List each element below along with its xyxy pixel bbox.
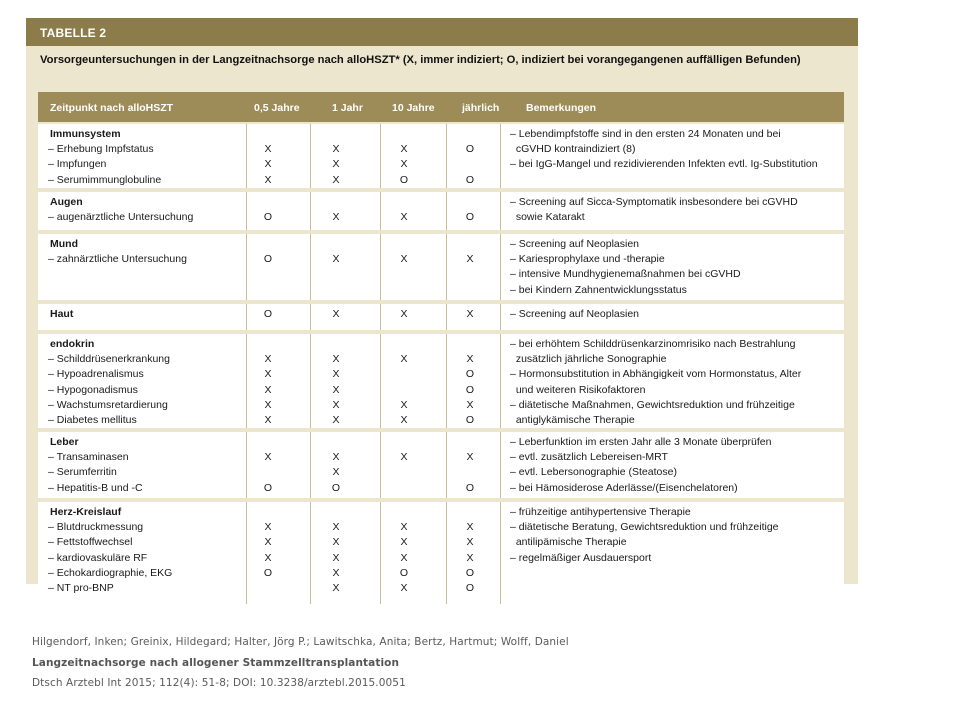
indication-mark: X (332, 536, 340, 549)
group-item-label: – Echokardiographie, EKG (48, 566, 173, 579)
indication-mark: X (332, 582, 340, 594)
indication-mark: X (264, 521, 272, 534)
indication-mark: X (264, 158, 272, 171)
group-item-label: – Impfungen (48, 158, 107, 171)
citation-title: Langzeitnachsorge nach allogener Stammzelltransplantation (32, 657, 400, 669)
remark-line: – frühzeitige antihypertensive Therapie (510, 506, 691, 518)
group-item-label: – Diabetes mellitus (48, 414, 137, 426)
group-item-label: – Serumferritin (48, 466, 117, 479)
indication-mark: X (264, 551, 272, 564)
column-divider (380, 304, 381, 330)
table-group (38, 334, 844, 428)
remark-line: – Hormonsubstitution in Abhängigkeit vom Hormonstatus, Alter (510, 368, 802, 381)
citation-authors: Hilgendorf, Inken; Greinix, Hildegard; Halter, Jörg P.; Lawitschka, Anita; Bertz, Hartmut; Wolff, Daniel (32, 636, 569, 648)
group-item-label: – kardiovaskuläre RF (48, 551, 148, 564)
header-halbjahr: 0,5 Jahre (254, 102, 300, 114)
column-divider (246, 124, 247, 188)
column-divider (500, 432, 501, 498)
column-divider (246, 234, 247, 300)
indication-mark: X (466, 521, 474, 534)
header-zeitpunkt: Zeitpunkt nach alloHSZT (50, 102, 174, 114)
group-title: Mund (50, 238, 78, 250)
indication-mark: X (332, 253, 340, 266)
column-divider (310, 124, 311, 188)
remark-line: – bei Kindern Zahnentwicklungsstatus (510, 283, 687, 296)
indication-mark: O (465, 383, 475, 396)
group-item-label: – Wachstumsretardierung (48, 398, 168, 411)
table-group (38, 432, 844, 498)
indication-mark: X (466, 398, 474, 411)
indication-mark: O (263, 308, 273, 320)
indication-mark: X (400, 211, 408, 224)
indication-mark: X (400, 143, 408, 156)
column-divider (380, 234, 381, 300)
indication-mark: O (465, 582, 475, 594)
column-divider (246, 334, 247, 428)
remark-line: antilipämische Therapie (510, 536, 627, 549)
group-title: endokrin (50, 338, 95, 350)
indication-mark: X (332, 521, 340, 534)
indication-mark: X (332, 173, 340, 186)
group-item-label: – Schilddrüsenerkrankung (48, 353, 170, 366)
remark-line: – Screening auf Neoplasien (510, 308, 640, 320)
group-item-label: – Hypoadrenalismus (48, 368, 144, 381)
remark-line: – Screening auf Sicca-Symptomatik insbesondere bei cGVHD (510, 196, 798, 208)
indication-mark: X (400, 308, 408, 320)
indication-mark: X (332, 383, 340, 396)
indication-mark: X (400, 253, 408, 266)
indication-mark: X (264, 173, 272, 186)
indication-mark: X (264, 353, 272, 366)
indication-mark: X (466, 353, 474, 366)
indication-mark: O (465, 211, 475, 224)
indication-mark: X (332, 466, 340, 479)
remark-line: – regelmäßiger Ausdauersport (510, 551, 652, 564)
column-divider (380, 192, 381, 230)
group-title: Herz-Kreislauf (50, 506, 122, 518)
remark-line: – Screening auf Neoplasien (510, 238, 640, 250)
table-group (38, 192, 844, 230)
indication-mark: X (400, 398, 408, 411)
citation-reference: Dtsch Arztebl Int 2015; 112(4): 51-8; DOI: 10.3238/arztebl.2015.0051 (32, 677, 406, 689)
column-divider (500, 124, 501, 188)
indication-mark: X (466, 253, 474, 266)
group-title: Leber (50, 436, 79, 448)
group-title: Augen (50, 196, 83, 208)
column-divider (380, 502, 381, 604)
table-group (38, 502, 844, 604)
table-header (38, 92, 844, 122)
remark-line: – evtl. zusätzlich Lebereisen-MRT (510, 451, 668, 464)
column-divider (310, 502, 311, 604)
remark-line: und weiteren Risikofaktoren (510, 383, 646, 396)
indication-mark: O (465, 414, 475, 426)
column-divider (446, 502, 447, 604)
remark-line: – Leberfunktion im ersten Jahr alle 3 Monate überprüfen (510, 436, 772, 448)
table-group (38, 234, 844, 300)
column-divider (500, 234, 501, 300)
column-divider (500, 334, 501, 428)
group-item-label: – Erhebung Impfstatus (48, 143, 154, 156)
remark-line: – evtl. Lebersonographie (Steatose) (510, 466, 677, 479)
indication-mark: X (264, 143, 272, 156)
column-divider (380, 432, 381, 498)
remark-line: – bei erhöhtem Schilddrüsenkarzinomrisiko nach Bestrahlung (510, 338, 796, 350)
column-divider (446, 124, 447, 188)
indication-mark: X (332, 158, 340, 171)
indication-mark: X (400, 551, 408, 564)
column-divider (500, 304, 501, 330)
column-divider (380, 334, 381, 428)
indication-mark: X (332, 414, 340, 426)
indication-mark: X (332, 451, 340, 464)
indication-mark: X (400, 414, 408, 426)
group-item-label: – Hepatitis-B und -C (48, 481, 143, 494)
indication-mark: X (332, 398, 340, 411)
column-divider (446, 192, 447, 230)
group-item-label: – Hypogonadismus (48, 383, 138, 396)
group-title: Haut (50, 308, 74, 320)
indication-mark: X (466, 551, 474, 564)
remark-line: – Kariesprophylaxe und -therapie (510, 253, 665, 266)
column-divider (246, 432, 247, 498)
group-item-label: – Transaminasen (48, 451, 129, 464)
group-item-label: – Fettstoffwechsel (48, 536, 133, 549)
indication-mark: O (263, 211, 273, 224)
column-divider (446, 234, 447, 300)
column-divider (500, 502, 501, 604)
indication-mark: X (466, 308, 474, 320)
table-label: TABELLE 2 (26, 18, 858, 46)
indication-mark: X (466, 536, 474, 549)
indication-mark: O (263, 481, 273, 494)
indication-mark: X (332, 211, 340, 224)
column-divider (310, 432, 311, 498)
column-divider (310, 334, 311, 428)
group-item-label: – augenärztliche Untersuchung (48, 211, 194, 224)
column-divider (446, 432, 447, 498)
remark-line: cGVHD kontraindiziert (8) (510, 143, 636, 156)
indication-mark: X (400, 521, 408, 534)
indication-mark: X (264, 383, 272, 396)
remark-line: zusätzlich jährliche Sonographie (510, 353, 667, 366)
remark-line: – diätetische Maßnahmen, Gewichtsreduktion und frühzeitige (510, 398, 795, 411)
remark-line: – bei Hämosiderose Aderlässe/(Eisenchelatoren) (510, 481, 738, 494)
remark-line: sowie Katarakt (510, 211, 585, 224)
indication-mark: X (264, 536, 272, 549)
header-bemerkungen: Bemerkungen (526, 102, 597, 114)
indication-mark: O (465, 481, 475, 494)
remark-line: – bei IgG-Mangel und rezidivierenden Infekten evtl. Ig-Substitution (510, 158, 818, 171)
indication-mark: X (400, 353, 408, 366)
indication-mark: X (264, 414, 272, 426)
indication-mark: X (400, 158, 408, 171)
column-divider (446, 304, 447, 330)
indication-mark: X (332, 353, 340, 366)
column-divider (246, 502, 247, 604)
indication-mark: O (465, 566, 475, 579)
remark-line: – intensive Mundhygienemaßnahmen bei cGVHD (510, 268, 741, 281)
header-jaehrlich: jährlich (462, 102, 500, 114)
header-10-jahre: 10 Jahre (392, 102, 435, 114)
group-item-label: – Serumimmunglobuline (48, 173, 162, 186)
indication-mark: X (332, 368, 340, 381)
table-panel (26, 18, 858, 594)
header-1-jahr: 1 Jahr (332, 102, 363, 114)
indication-mark: X (332, 551, 340, 564)
indication-mark: O (465, 143, 475, 156)
column-divider (246, 192, 247, 230)
indication-mark: X (332, 566, 340, 579)
indication-mark: O (263, 566, 273, 579)
indication-mark: O (399, 173, 409, 186)
group-title: Immunsystem (50, 128, 121, 140)
indication-mark: O (465, 368, 475, 381)
table-group (38, 304, 844, 330)
group-item-label: – zahnärztliche Untersuchung (48, 253, 187, 266)
indication-mark: X (332, 143, 340, 156)
indication-mark: O (263, 253, 273, 266)
column-divider (310, 304, 311, 330)
remark-line: antiglykämische Therapie (510, 414, 635, 426)
table-group (38, 124, 844, 188)
indication-mark: X (400, 536, 408, 549)
indication-mark: X (264, 398, 272, 411)
indication-mark: X (264, 368, 272, 381)
column-divider (500, 192, 501, 230)
indication-mark: X (264, 451, 272, 464)
column-divider (446, 334, 447, 428)
remark-line: – Lebendimpfstoffe sind in den ersten 24 Monaten und bei (510, 128, 781, 140)
indication-mark: O (465, 173, 475, 186)
group-item-label: – Blutdruckmessung (48, 521, 144, 534)
column-divider (246, 304, 247, 330)
column-divider (310, 192, 311, 230)
column-divider (380, 124, 381, 188)
indication-mark: X (400, 451, 408, 464)
column-divider (310, 234, 311, 300)
indication-mark: O (399, 566, 409, 579)
table-title: Vorsorgeuntersuchungen in der Langzeitnachsorge nach alloHSZT* (X, immer indiziert; O, indiziert bei vorangegangenen auffälligen Befunden) (40, 54, 801, 66)
indication-mark: X (400, 582, 408, 594)
indication-mark: O (331, 481, 341, 494)
indication-mark: X (466, 451, 474, 464)
remark-line: – diätetische Beratung, Gewichtsreduktion und frühzeitige (510, 521, 779, 534)
indication-mark: X (332, 308, 340, 320)
group-item-label: – NT pro-BNP (48, 582, 114, 594)
